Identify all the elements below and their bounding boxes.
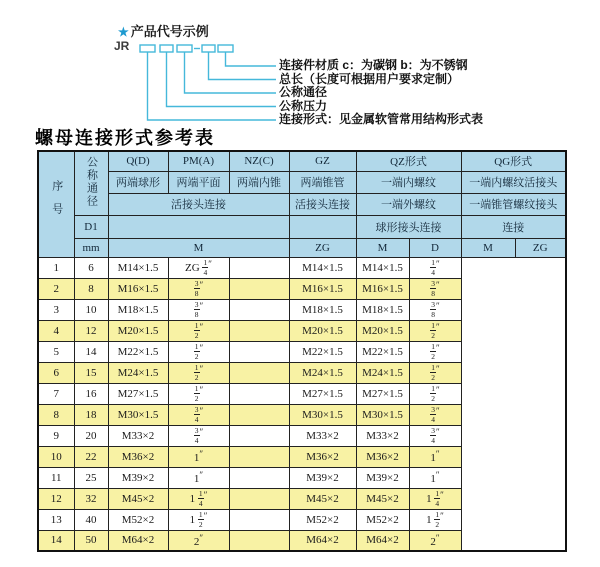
cell-dn: 6 <box>74 257 108 278</box>
cell-m: M33×2 <box>108 425 168 446</box>
cell-qg_zg: 1 $\frac{1}{4}$ ″ <box>409 488 461 509</box>
cell-qz_d: M52×2 <box>289 509 356 530</box>
cell-qg_zg: 1″ <box>409 467 461 488</box>
cell-m: M20×1.5 <box>108 320 168 341</box>
cell-no: 9 <box>38 425 74 446</box>
inch-mark: ″ <box>436 279 440 290</box>
fraction: $\frac{3}{4}$ <box>194 405 199 424</box>
inch-mark: ″ <box>436 258 440 269</box>
fraction: $\frac{1}{2}$ <box>194 342 199 361</box>
cell-no: 8 <box>38 404 74 425</box>
inch-mark: ″ <box>436 363 440 374</box>
cell-dn: 10 <box>74 299 108 320</box>
code-label-length: 总长（长度可根据用户要求定制） <box>279 72 460 86</box>
cell-qg_m: M20×1.5 <box>356 320 409 341</box>
cell-m: M39×2 <box>108 467 168 488</box>
cell-qg_zg: 1″ <box>409 446 461 467</box>
cell-zg <box>168 383 229 404</box>
cell-qz_m <box>229 530 289 551</box>
header-q-ends: 两端球形 <box>108 171 168 193</box>
cell-qg_m: M18×1.5 <box>356 299 409 320</box>
inch-mark: ″ <box>440 510 444 521</box>
fraction: $\frac{1}{2}$ <box>431 363 435 382</box>
code-box <box>177 45 192 52</box>
connector-line <box>185 52 277 93</box>
connector-line <box>226 52 277 66</box>
cell-no: 1 <box>38 257 74 278</box>
cell-qg_zg <box>409 299 461 320</box>
cell-dn: 22 <box>74 446 108 467</box>
cell-qz_d: M64×2 <box>289 530 356 551</box>
inch-mark: ″ <box>436 384 440 395</box>
header-nz-ends: 两端内锥 <box>229 171 289 193</box>
cell-m: M16×1.5 <box>108 278 168 299</box>
header-qz-code: QZ形式 <box>356 151 461 171</box>
cell-zg: 1 $\frac{1}{2}$ ″ <box>168 509 229 530</box>
fraction: $\frac{1}{2}$ <box>194 363 199 382</box>
fraction: $\frac{1}{2}$ <box>198 510 203 529</box>
inch-mark: ″ <box>436 300 440 311</box>
header-qz-row2: 一端内螺纹 <box>356 171 461 193</box>
table-row <box>38 320 566 341</box>
code-label-pressure: 公称压力 <box>279 99 328 113</box>
inch-mark: ″ <box>436 426 440 437</box>
cell-dn: 32 <box>74 488 108 509</box>
cell-zg <box>168 278 229 299</box>
inch-mark: ″ <box>199 342 204 353</box>
cell-qz_d: M45×2 <box>289 488 356 509</box>
inch-mark: ″ <box>436 321 440 332</box>
fraction: $\frac{1}{4}$ <box>198 489 203 508</box>
code-box <box>160 45 173 52</box>
cell-no: 14 <box>38 530 74 551</box>
inch-mark: ″ <box>435 449 440 459</box>
cell-m: M36×2 <box>108 446 168 467</box>
fraction: $\frac{3}{8}$ <box>194 300 199 319</box>
cell-qg_zg <box>409 362 461 383</box>
header-gz-union: 活接头连接 <box>289 193 356 215</box>
header-qg-zg-unit: ZG <box>515 238 566 257</box>
cell-m: M52×2 <box>108 509 168 530</box>
inch-mark: ″ <box>199 405 204 416</box>
inch-mark: ″ <box>199 321 204 332</box>
inch-mark: ″ <box>199 384 204 395</box>
cell-qz_m <box>229 278 289 299</box>
cell-qz_d: M30×1.5 <box>289 404 356 425</box>
diagram-heading-text: 产品代号示例 <box>130 24 209 39</box>
table-row <box>38 404 566 425</box>
header-serial <box>38 151 74 257</box>
cell-no: 4 <box>38 320 74 341</box>
header-m-unit: M <box>108 238 289 257</box>
header-nominal-diameter <box>74 151 108 215</box>
header-qg-m-unit: M <box>461 238 515 257</box>
cell-qg_zg: 2″ <box>409 530 461 551</box>
cell-qg_m: M52×2 <box>356 509 409 530</box>
cell-zg <box>168 362 229 383</box>
cell-qz_d: M24×1.5 <box>289 362 356 383</box>
inch-mark: ″ <box>199 300 204 311</box>
cell-no: 6 <box>38 362 74 383</box>
fraction: $\frac{1}{2}$ <box>194 321 199 340</box>
code-label-material: 连接件材质 c：为碳钢 b：为不锈钢 <box>279 58 468 72</box>
cell-dn: 12 <box>74 320 108 341</box>
cell-qz_m <box>229 404 289 425</box>
header-d1: D1 <box>74 215 108 238</box>
cell-qz_m <box>229 299 289 320</box>
inch-mark: ″ <box>435 532 440 543</box>
cell-qz_d: M20×1.5 <box>289 320 356 341</box>
cell-dn: 18 <box>74 404 108 425</box>
header-nz-code: NZ(C) <box>229 151 289 171</box>
cell-m: M30×1.5 <box>108 404 168 425</box>
table-row <box>38 488 566 509</box>
header-gz-ends: 两端锥管 <box>289 171 356 193</box>
inch-mark: ″ <box>199 363 204 374</box>
header-pm-code: PM(A) <box>168 151 229 171</box>
table-row <box>38 257 566 278</box>
cell-no: 7 <box>38 383 74 404</box>
inch-mark: ″ <box>203 510 208 521</box>
cell-qz_m <box>229 509 289 530</box>
cell-qg_m: M39×2 <box>356 467 409 488</box>
cell-qg_m: M27×1.5 <box>356 383 409 404</box>
header-pm-ends: 两端平面 <box>168 171 229 193</box>
fraction: $\frac{1}{4}$ <box>203 258 208 277</box>
table-header <box>38 151 566 257</box>
cell-dn: 25 <box>74 467 108 488</box>
cell-dn: 15 <box>74 362 108 383</box>
fraction: $\frac{1}{2}$ <box>431 342 435 361</box>
code-label-connection: 连接形式：见金属软管常用结构形式表 <box>279 112 484 126</box>
table-row <box>38 509 566 530</box>
cell-qg_zg <box>409 404 461 425</box>
cell-qz_d: M16×1.5 <box>289 278 356 299</box>
cell-zg <box>168 320 229 341</box>
code-box <box>140 45 155 52</box>
cell-qg_m: M64×2 <box>356 530 409 551</box>
cell-m: M18×1.5 <box>108 299 168 320</box>
header-qg-code: QG形式 <box>461 151 566 171</box>
table-row <box>38 362 566 383</box>
table-body <box>38 257 566 551</box>
inch-mark: ″ <box>208 258 212 269</box>
fraction: $\frac{1}{4}$ <box>431 258 435 277</box>
cell-zg: 1″ <box>168 446 229 467</box>
cell-qg_zg <box>409 320 461 341</box>
header-nominal-diameter-label: 公称通径 <box>85 155 98 208</box>
cell-qg_m: M45×2 <box>356 488 409 509</box>
cell-no: 10 <box>38 446 74 467</box>
cell-qz_m <box>229 488 289 509</box>
star-icon: ★ <box>118 25 129 39</box>
code-label-diameter: 公称通径 <box>279 85 328 99</box>
cell-qg_zg <box>409 278 461 299</box>
header-qg-row3: 一端锥管螺纹接头 <box>461 193 566 215</box>
cell-m: M22×1.5 <box>108 341 168 362</box>
cell-qg_m: M30×1.5 <box>356 404 409 425</box>
fraction: $\frac{1}{4}$ <box>435 489 440 508</box>
header-qz-row4: 球形接头连接 <box>356 215 461 238</box>
cell-zg: 1 $\frac{1}{4}$ ″ <box>168 488 229 509</box>
inch-mark: ″ <box>199 426 204 437</box>
inch-mark: ″ <box>199 532 204 543</box>
cell-no: 5 <box>38 341 74 362</box>
header-union-connection: 活接头连接 <box>108 193 289 215</box>
cell-no: 3 <box>38 299 74 320</box>
fraction: $\frac{1}{2}$ <box>431 321 435 340</box>
cell-qz_m <box>229 320 289 341</box>
cell-qg_zg <box>409 425 461 446</box>
cell-zg <box>168 341 229 362</box>
fraction: $\frac{3}{4}$ <box>194 426 199 445</box>
cell-qz_m <box>229 257 289 278</box>
table-row <box>38 278 566 299</box>
inch-mark: ″ <box>440 489 444 500</box>
cell-zg: 2″ <box>168 530 229 551</box>
table-row <box>38 530 566 551</box>
cell-qz_d: M14×1.5 <box>289 257 356 278</box>
cell-qz_d: M18×1.5 <box>289 299 356 320</box>
fraction: $\frac{3}{8}$ <box>194 279 199 298</box>
table-title: 螺母连接形式参考表 <box>35 128 215 149</box>
header-qg-row4: 连接 <box>461 215 566 238</box>
cell-m: M64×2 <box>108 530 168 551</box>
cell-qg_m: M14×1.5 <box>356 257 409 278</box>
inch-mark: ″ <box>199 279 204 290</box>
fraction: $\frac{3}{4}$ <box>431 405 435 424</box>
inch-mark: ″ <box>435 470 440 480</box>
fraction: $\frac{3}{8}$ <box>431 279 435 298</box>
cell-zg <box>168 299 229 320</box>
header-zg-unit: ZG <box>289 238 356 257</box>
fraction: $\frac{1}{2}$ <box>435 510 440 529</box>
header-q-code: Q(D) <box>108 151 168 171</box>
cell-qz_m <box>229 467 289 488</box>
fraction: $\frac{1}{2}$ <box>431 384 435 403</box>
table-row <box>38 425 566 446</box>
table-row <box>38 299 566 320</box>
cell-dn: 8 <box>74 278 108 299</box>
cell-qz_m <box>229 446 289 467</box>
code-box <box>218 45 233 52</box>
header-qz-row3: 一端外螺纹 <box>356 193 461 215</box>
inch-mark: ″ <box>436 405 440 416</box>
cell-zg: 1″ <box>168 467 229 488</box>
cell-zg <box>168 404 229 425</box>
cell-qz_d: M36×2 <box>289 446 356 467</box>
fraction: $\frac{1}{2}$ <box>194 384 199 403</box>
code-box <box>202 45 215 52</box>
cell-no: 2 <box>38 278 74 299</box>
cell-qz_m <box>229 362 289 383</box>
cell-qg_m: M16×1.5 <box>356 278 409 299</box>
header-empty-cell <box>108 215 289 238</box>
header-qz-m-unit: M <box>356 238 409 257</box>
cell-qz_m <box>229 341 289 362</box>
cell-zg <box>168 425 229 446</box>
cell-qz_d: M39×2 <box>289 467 356 488</box>
nut-connection-table <box>37 150 567 552</box>
cell-no: 12 <box>38 488 74 509</box>
header-gz-code: GZ <box>289 151 356 171</box>
cell-dn: 50 <box>74 530 108 551</box>
cell-qg_zg <box>409 383 461 404</box>
inch-mark: ″ <box>203 489 208 500</box>
cell-dn: 14 <box>74 341 108 362</box>
fraction: $\frac{3}{8}$ <box>431 300 435 319</box>
header-mm: mm <box>74 238 108 257</box>
cell-qg_zg <box>409 257 461 278</box>
diagram-heading <box>118 21 209 40</box>
cell-dn: 20 <box>74 425 108 446</box>
cell-qz_m <box>229 383 289 404</box>
cell-no: 11 <box>38 467 74 488</box>
inch-mark: ″ <box>199 470 204 480</box>
cell-dn: 40 <box>74 509 108 530</box>
cell-qg_m: M22×1.5 <box>356 341 409 362</box>
inch-mark: ″ <box>199 449 204 459</box>
cell-qg_zg <box>409 341 461 362</box>
cell-qz_m <box>229 425 289 446</box>
fraction: $\frac{3}{4}$ <box>431 426 435 445</box>
header-qz-d-unit: D <box>409 238 461 257</box>
inch-mark: ″ <box>436 342 440 353</box>
header-qg-row2: 一端内螺纹活接头 <box>461 171 566 193</box>
table-row <box>38 467 566 488</box>
cell-m: M24×1.5 <box>108 362 168 383</box>
cell-qz_d: M22×1.5 <box>289 341 356 362</box>
table-row <box>38 383 566 404</box>
cell-m: M45×2 <box>108 488 168 509</box>
cell-qg_zg: 1 $\frac{1}{2}$ ″ <box>409 509 461 530</box>
cell-no: 13 <box>38 509 74 530</box>
header-empty-cell <box>289 215 356 238</box>
cell-qg_m: M36×2 <box>356 446 409 467</box>
cell-qg_m: M24×1.5 <box>356 362 409 383</box>
cell-qz_d: M33×2 <box>289 425 356 446</box>
header-serial-label: 序号 <box>50 179 63 226</box>
cell-dn: 16 <box>74 383 108 404</box>
cell-qg_m: M33×2 <box>356 425 409 446</box>
cell-m: M14×1.5 <box>108 257 168 278</box>
cell-qz_d: M27×1.5 <box>289 383 356 404</box>
table-row <box>38 446 566 467</box>
table-row <box>38 341 566 362</box>
cell-m: M27×1.5 <box>108 383 168 404</box>
code-prefix: JR <box>114 39 130 53</box>
cell-zg: ZG $\frac{1}{4}$ ″ <box>168 257 229 278</box>
